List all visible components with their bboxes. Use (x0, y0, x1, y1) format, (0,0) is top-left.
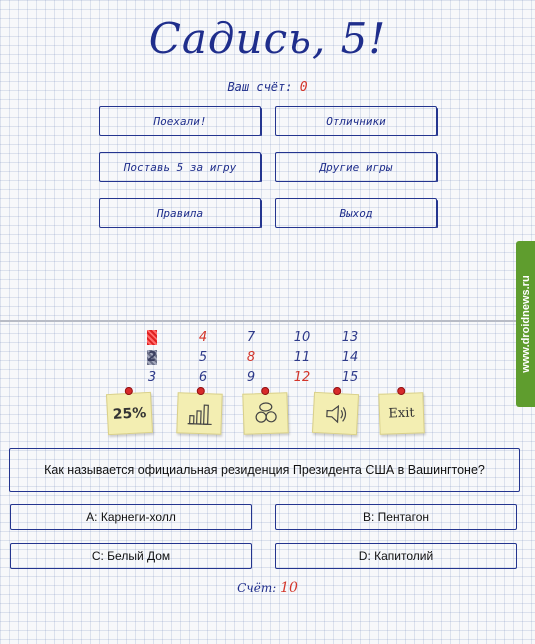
menu-score (0, 80, 535, 95)
hint-sound-button[interactable] (312, 392, 359, 435)
play-button[interactable]: Поехали! (99, 106, 261, 136)
leaders-button[interactable]: Отличники (275, 106, 437, 136)
game-score-value: 10 (280, 580, 298, 596)
answer-a-button[interactable]: A: Карнеги-холл (10, 504, 252, 530)
answer-d-button[interactable]: D: Капитолий (275, 543, 517, 569)
level-number-9: 9 (246, 370, 256, 385)
pin-icon (397, 387, 405, 395)
game-score (0, 580, 535, 596)
pin-icon (196, 387, 204, 395)
hint-friend-button[interactable] (242, 392, 288, 435)
level-number-1 (140, 330, 164, 345)
level-number-6: 6 (198, 370, 208, 385)
game-score-label: Счёт: (237, 581, 277, 595)
other-games-button[interactable]: Другие игры (275, 152, 437, 182)
fifty-percent-icon: 25% (112, 404, 147, 423)
main-menu-screen (0, 0, 535, 321)
answer-b-button[interactable]: B: Пентагон (275, 504, 517, 530)
menu-score-value: 0 (299, 80, 308, 95)
hint-audience-button[interactable] (176, 392, 222, 435)
hint-50-50-button[interactable] (106, 392, 153, 435)
level-number-10: 10 (293, 330, 311, 345)
level-number-5: 5 (198, 350, 208, 365)
pin-icon (261, 387, 269, 395)
exit-button[interactable]: Выход (275, 198, 437, 228)
game-title: Садись, 5! (148, 14, 387, 63)
rate-game-button[interactable]: Поставь 5 за игру (99, 152, 261, 182)
rules-button[interactable]: Правила (99, 198, 261, 228)
menu-score-label: Ваш счёт: (227, 80, 293, 94)
level-number-12: 12 (293, 370, 311, 385)
question-text: Как называется официальная резиденция Президента США в Вашингтоне? (9, 448, 520, 492)
level-number-3: 3 (147, 370, 157, 385)
level-number-11: 11 (293, 350, 311, 365)
level-number-15: 15 (341, 370, 359, 385)
watermark-text: www.droidnews.ru (519, 275, 532, 373)
friends-icon (251, 400, 280, 427)
level-number-4: 4 (198, 330, 208, 345)
exit-game-button[interactable] (378, 392, 424, 435)
level-number-2: 2 (147, 350, 157, 365)
sound-icon (322, 401, 349, 426)
exit-icon: Exit (388, 405, 415, 422)
level-number-14: 14 (341, 350, 359, 365)
level-number-7: 7 (246, 330, 256, 345)
pin-icon (332, 387, 340, 395)
answer-c-button[interactable]: C: Белый Дом (10, 543, 252, 569)
level-number-13: 13 (341, 330, 359, 345)
level-number-8: 8 (246, 350, 256, 365)
pin-icon (124, 387, 132, 395)
bar-chart-icon (186, 401, 213, 426)
